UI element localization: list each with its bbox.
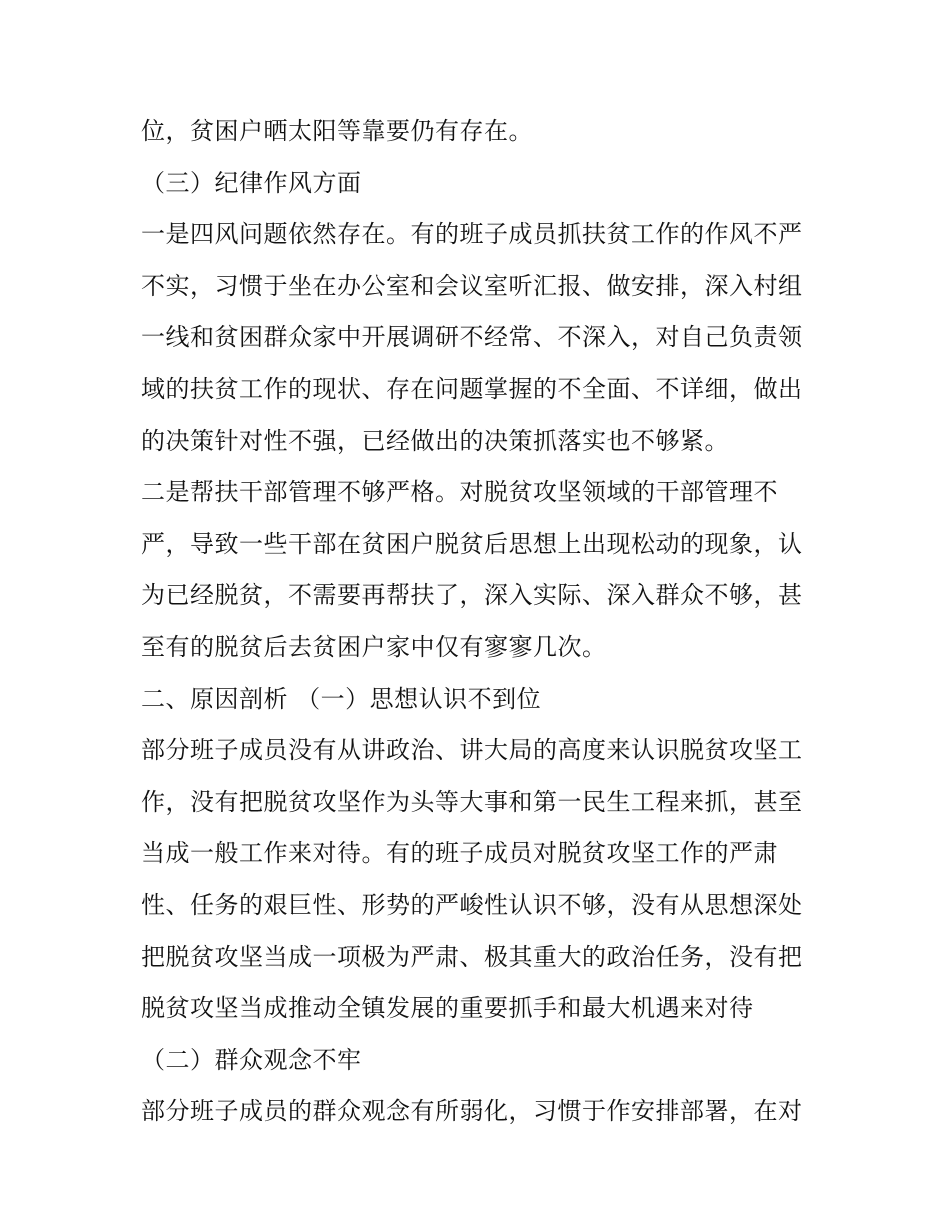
text-line: 域的扶贫工作的现状、存在问题掌握的不全面、不详细，做出 xyxy=(141,374,803,403)
section-heading: （二）群众观念不牢 xyxy=(141,1045,362,1074)
text-line: 当成一般工作来对待。有的班子成员对脱贫攻坚工作的严肃 xyxy=(141,839,778,868)
text-line: 性、任务的艰巨性、形势的严峻性认识不够，没有从思想深处 xyxy=(141,890,803,919)
text-line: 一是四风问题依然存在。有的班子成员抓扶贫工作的作风不严 xyxy=(141,220,803,249)
text-line: 部分班子成员没有从讲政治、讲大局的高度来认识脱贫攻坚工 xyxy=(141,736,803,765)
text-line: 的决策针对性不强，已经做出的决策抓落实也不够紧。 xyxy=(141,426,729,455)
text-line: 不实，习惯于坐在办公室和会议室听汇报、做安排，深入村组 xyxy=(141,271,803,300)
section-heading: （三）纪律作风方面 xyxy=(141,168,362,197)
text-line: 部分班子成员的群众观念有所弱化，习惯于作安排部署，在对 xyxy=(141,1097,803,1126)
text-line: 为已经脱贫，不需要再帮扶了，深入实际、深入群众不够，甚 xyxy=(141,581,803,610)
text-line: 至有的脱贫后去贫困户家中仅有寥寥几次。 xyxy=(141,632,607,661)
text-line: 位，贫困户晒太阳等靠要仍有存在。 xyxy=(141,117,533,145)
text-line: 作，没有把脱贫攻坚作为头等大事和第一民生工程来抓，甚至 xyxy=(141,787,803,816)
section-heading: 二、原因剖析 （一）思想认识不到位 xyxy=(141,684,542,713)
text-line: 一线和贫困群众家中开展调研不经常、不深入，对自己负责领 xyxy=(141,323,803,352)
text-line: 把脱贫攻坚当成一项极为严肃、极其重大的政治任务，没有把 xyxy=(141,942,803,971)
document-body xyxy=(141,106,831,1138)
text-line: 二是帮扶干部管理不够严格。对脱贫攻坚领域的干部管理不 xyxy=(141,478,778,507)
text-line: 脱贫攻坚当成推动全镇发展的重要抓手和最大机遇来对待 xyxy=(141,994,754,1023)
text-line: 严，导致一些干部在贫困户脱贫后思想上出现松动的现象，认 xyxy=(141,529,803,558)
